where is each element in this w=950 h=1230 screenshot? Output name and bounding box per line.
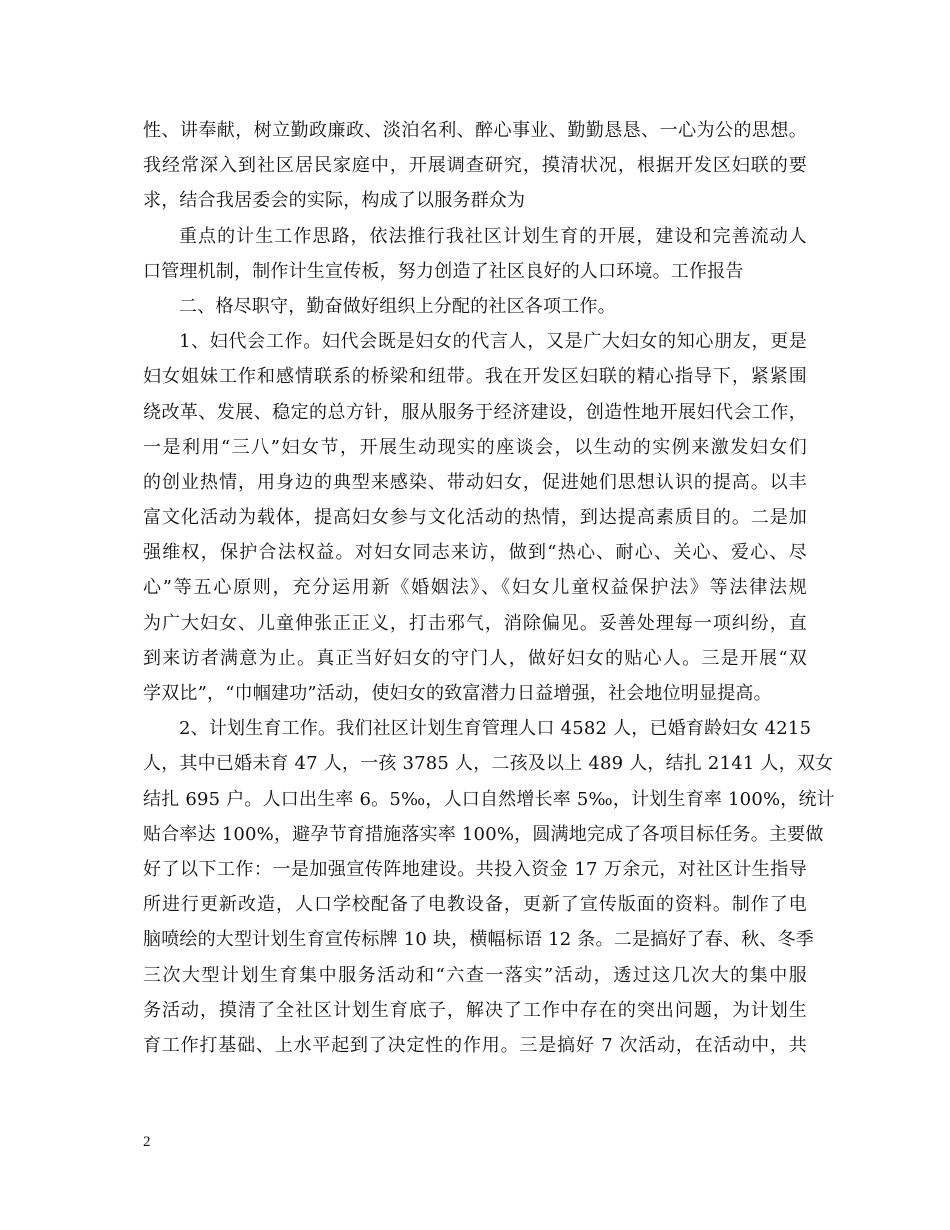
text-line: 妇女姐妹工作和感情联系的桥梁和纽带。我在开发区妇联的精心指导下，紧紧围 [143,366,807,388]
text-line: 的创业热情，用身边的典型来感染、带动妇女，促进她们思想认识的提高。以丰 [143,471,807,493]
text-line: 为广大妇女、儿童伸张正正义，打击邪气，消除偏见。妥善处理每一项纠纷，直 [143,612,807,634]
text-line: 我经常深入到社区居民家庭中，开展调查研究，摸清状况，根据开发区妇联的要 [143,155,807,177]
text-line: 结扎 695 户。人口出生率 6。5‰，人口自然增长率 5‰，计划生育率 100%，统计 [143,788,835,810]
text-line: 到来访者满意为止。真正当好妇女的守门人，做好妇女的贴心人。三是开展“双 [143,647,807,669]
text-line: 所进行更新改造，人口学校配备了电教设备，更新了宣传版面的资料。制作了电 [143,894,807,916]
text-line: 三次大型计划生育集中服务活动和“六查一落实”活动，透过这几次大的集中服 [143,964,807,986]
text-line: 重点的计生工作思路，依法推行我社区计划生育的开展，建设和完善流动人 [179,225,807,247]
text-line: 贴合率达 100%，避孕节育措施落实率 100%，圆满地完成了各项目标任务。主要做 [143,823,824,845]
text-line: 脑喷绘的大型计划生育宣传标牌 10 块，横幅标语 12 条。二是搞好了春、秋、冬季 [143,929,814,951]
text-line: 人，其中已婚未育 47 人，一孩 3785 人，二孩及以上 489 人，结扎 2141 人，双女 [143,753,834,775]
text-line: 口管理机制，制作计生宣传板，努力创造了社区良好的人口环境。工作报告 [143,260,744,282]
text-line: 性、讲奉献，树立勤政廉政、淡泊名利、醉心事业、勤勤恳恳、一心为公的思想。 [143,120,807,141]
text-line: 富文化活动为载体，提高妇女参与文化活动的热情，到达提高素质目的。二是加 [143,507,807,529]
text-line: 求，结合我居委会的实际，构成了以服务群众为 [143,190,526,212]
text-line: 绕改革、发展、稳定的总方针，服从服务于经济建设，创造性地开展妇代会工作， [143,401,807,423]
text-line: 强维权，保护合法权益。对妇女同志来访，做到“热心、耐心、关心、爱心、尽 [143,542,807,564]
text-line: 心”等五心原则，充分运用新《婚姻法》、《妇女儿童权益保护法》等法律法规 [143,577,807,599]
text-line: 1、妇代会工作。妇代会既是妇女的代言人，又是广大妇女的知心朋友，更是 [179,331,807,353]
text-line: 育工作打基础、上水平起到了决定性的作用。三是搞好 7 次活动，在活动中，共 [143,1034,807,1056]
text-line: 好了以下工作：一是加强宣传阵地建设。共投入资金 17 万余元，对社区计生指导 [143,858,807,880]
page-number: 2 [143,1134,151,1150]
text-line: 一是利用“三八”妇女节，开展生动现实的座谈会，以生动的实例来激发妇女们 [143,436,807,458]
text-line: 2、计划生育工作。我们社区计划生育管理人口 4582 人，已婚育龄妇女 4215 [179,718,812,740]
body-text [143,113,835,1063]
text-line: 学双比”，“巾帼建功”活动，使妇女的致富潜力日益增强，社会地位明显提高。 [143,683,772,704]
text-line: 二、格尽职守，勤奋做好组织上分配的社区各项工作。 [179,295,616,317]
text-line: 务活动，摸清了全社区计划生育底子，解决了工作中存在的突出问题，为计划生 [143,999,807,1021]
